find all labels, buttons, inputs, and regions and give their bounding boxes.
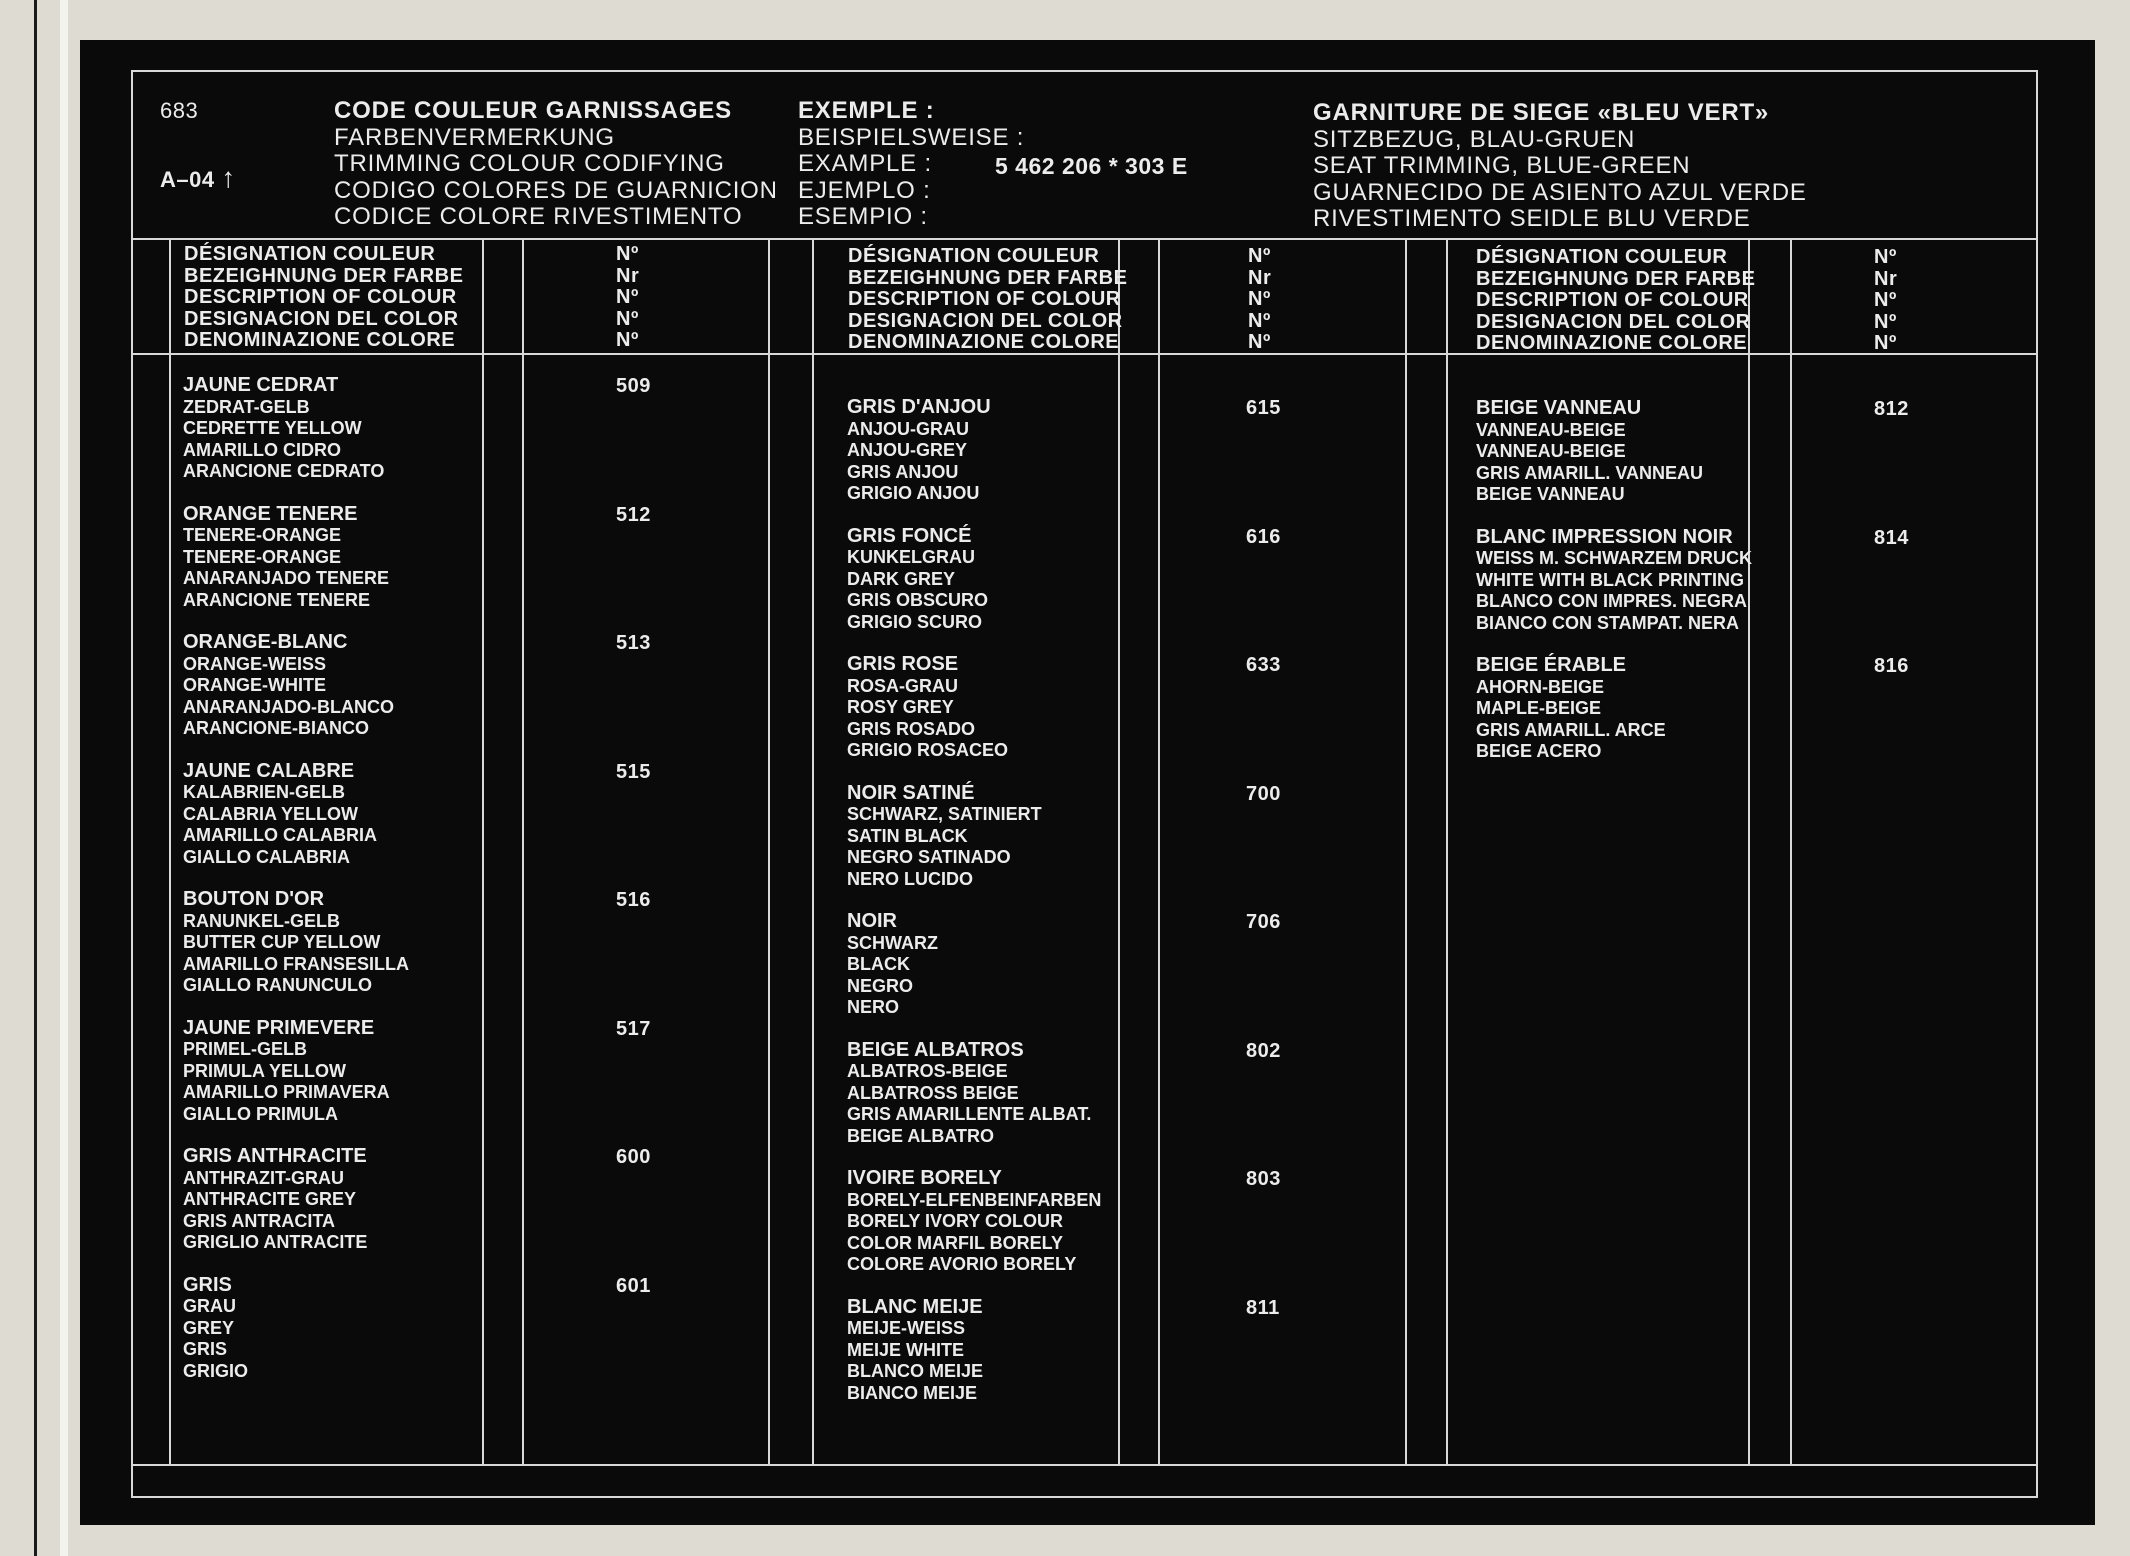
color-translation: PRIMULA YELLOW: [183, 1060, 346, 1081]
color-entry: [847, 783, 1042, 891]
edge-line: [34, 0, 37, 1556]
color-translation: GRIS AMARILLENTE ALBAT.: [847, 1104, 1092, 1124]
column-header-labels: [1476, 247, 1755, 355]
color-translation: ARANCIONE TENERE: [183, 589, 371, 610]
color-translation: NEGRO: [847, 975, 914, 996]
example-line: ESEMPIO :: [798, 203, 928, 230]
color-translation: GRIS ANJOU: [847, 461, 959, 482]
color-translation: BEIGE ACERO: [1476, 741, 1602, 761]
color-translation: ANJOU-GRAU: [847, 418, 970, 439]
column-header-no-label: Nº: [616, 329, 639, 351]
color-name: ORANGE TENERE: [183, 502, 358, 525]
title-line: CODICE COLORE RIVESTIMENTO: [334, 203, 743, 230]
title-block: [334, 98, 778, 231]
color-code: 615: [1246, 397, 1281, 419]
color-name: BEIGE VANNEAU: [1476, 397, 1642, 419]
column-header-label: BEZEIGHNUNG DER FARBE: [1476, 267, 1756, 290]
color-entry: [183, 504, 389, 612]
column-header-label: DESCRIPTION OF COLOUR: [1476, 289, 1749, 311]
color-translation: AMARILLO CALABRIA: [183, 825, 377, 845]
column-header-labels: [184, 244, 463, 352]
column-header-label: DÉSIGNATION COULEUR: [848, 245, 1100, 267]
seat-line: GARNITURE DE SIEGE «BLEU VERT»: [1313, 99, 1770, 126]
color-translation: BUTTER CUP YELLOW: [183, 932, 381, 952]
color-translation: GRAU: [183, 1296, 236, 1316]
color-name: BLANC MEIJE: [847, 1295, 983, 1318]
color-translation: NEGRO SATINADO: [847, 847, 1011, 867]
color-translation: MEIJE WHITE: [847, 1339, 965, 1360]
color-entry: [1476, 527, 1752, 635]
color-entry: [183, 375, 384, 483]
column-header-no-label: Nº: [616, 243, 639, 265]
color-translation: COLORE AVORIO BORELY: [847, 1254, 1077, 1274]
column-header-no-label: Nº: [1874, 246, 1897, 268]
column-header-no: [1248, 246, 1271, 354]
color-translation: WEISS M. SCHWARZEM DRUCK: [1476, 548, 1752, 568]
color-translation: RANUNKEL-GELB: [183, 910, 340, 931]
column-header-no-label: Nr: [1248, 266, 1272, 289]
color-translation: ANTHRAZIT-GRAU: [183, 1167, 344, 1188]
color-translation: GIALLO CALABRIA: [183, 846, 350, 867]
color-name: ORANGE-BLANC: [183, 631, 348, 653]
color-translation: GRIS OBSCURO: [847, 590, 989, 610]
color-translation: KALABRIEN-GELB: [183, 782, 345, 802]
footer-rule: [131, 1464, 2038, 1466]
color-name: GRIS ANTHRACITE: [183, 1145, 367, 1167]
column-header-label: DESCRIPTION OF COLOUR: [184, 286, 457, 308]
color-entry: [847, 1168, 1101, 1276]
color-translation: BEIGE VANNEAU: [1476, 484, 1625, 504]
col-divider: [1118, 238, 1120, 1464]
col-divider: [1158, 238, 1160, 1464]
color-entry: [183, 632, 394, 740]
edge-highlight: [60, 0, 68, 1556]
column-header-label: BEZEIGHNUNG DER FARBE: [848, 266, 1128, 289]
col-divider: [1748, 238, 1750, 1464]
color-translation: VANNEAU-BEIGE: [1476, 441, 1626, 461]
example-line: BEISPIELSWEISE :: [798, 123, 1025, 151]
column-header-no-label: Nº: [1248, 331, 1271, 353]
color-code: 706: [1246, 911, 1281, 933]
color-translation: CEDRETTE YELLOW: [183, 418, 362, 438]
seat-block: [1313, 100, 1807, 233]
column-header-no-label: Nº: [1874, 332, 1897, 354]
color-code: 513: [616, 632, 651, 654]
color-translation: SCHWARZ, SATINIERT: [847, 804, 1042, 824]
title-line: FARBENVERMERKUNG: [334, 123, 615, 151]
column-header-label: BEZEIGHNUNG DER FARBE: [184, 264, 464, 287]
color-translation: BLACK: [847, 954, 910, 974]
color-entry: [183, 1275, 248, 1383]
color-translation: ARANCIONE-BIANCO: [183, 718, 369, 738]
color-translation: ANARANJADO-BLANCO: [183, 696, 394, 717]
color-code: 812: [1874, 398, 1909, 420]
column-header-label: DESCRIPTION OF COLOUR: [848, 288, 1121, 310]
color-entry: [847, 911, 938, 1019]
color-entry: [847, 526, 988, 634]
color-translation: GIALLO RANUNCULO: [183, 975, 372, 995]
column-header-no-label: Nº: [616, 307, 639, 330]
column-header-label: DESIGNACION DEL COLOR: [184, 307, 459, 330]
color-code: 517: [616, 1017, 651, 1040]
color-translation: ALBATROS-BEIGE: [847, 1061, 1008, 1081]
col-divider: [1446, 238, 1448, 1464]
column-header-no-label: Nº: [1248, 309, 1271, 332]
col-divider: [1790, 238, 1792, 1464]
color-entry: [183, 1018, 390, 1126]
color-name: BOUTON D'OR: [183, 888, 325, 910]
color-translation: NERO LUCIDO: [847, 868, 973, 889]
color-translation: BIANCO CON STAMPAT. NERA: [1476, 612, 1739, 633]
color-translation: GIALLO PRIMULA: [183, 1103, 338, 1124]
color-name: NOIR: [847, 910, 897, 932]
color-code: 803: [1246, 1168, 1281, 1190]
column-header-no-label: Nº: [1248, 288, 1271, 310]
color-name: IVOIRE BORELY: [847, 1167, 1002, 1189]
column-header-no-label: Nº: [1874, 310, 1897, 333]
color-translation: BLANCO MEIJE: [847, 1361, 984, 1381]
column-header-label: DESIGNACION DEL COLOR: [848, 309, 1123, 332]
color-translation: ZEDRAT-GELB: [183, 396, 310, 417]
color-translation: GRIGIO ANJOU: [847, 483, 980, 503]
color-translation: BORELY-ELFENBEINFARBEN: [847, 1189, 1102, 1210]
color-translation: AMARILLO FRANSESILLA: [183, 953, 409, 974]
color-name: JAUNE CALABRE: [183, 759, 355, 782]
column-header-no-label: Nº: [1248, 245, 1271, 267]
color-name: GRIS FONCÉ: [847, 524, 972, 547]
color-translation: ANJOU-GREY: [847, 440, 968, 460]
color-name: NOIR SATINÉ: [847, 781, 975, 804]
color-translation: WHITE WITH BLACK PRINTING: [1476, 569, 1744, 590]
color-translation: AMARILLO PRIMAVERA: [183, 1082, 390, 1102]
arrow-up-icon: ↑: [221, 162, 236, 193]
color-translation: GRIGIO: [183, 1360, 249, 1381]
color-translation: BORELY IVORY COLOUR: [847, 1211, 1064, 1231]
column-header-no-label: Nr: [1874, 267, 1898, 290]
color-translation: ALBATROSS BEIGE: [847, 1082, 1019, 1103]
col-divider: [522, 238, 524, 1464]
color-name: BEIGE ALBATROS: [847, 1038, 1024, 1061]
color-code: 814: [1874, 526, 1909, 549]
col-divider: [812, 238, 814, 1464]
color-translation: PRIMEL-GELB: [183, 1039, 307, 1059]
color-name: GRIS: [183, 1273, 232, 1296]
col-divider: [1405, 238, 1407, 1464]
column-header-no: [616, 244, 639, 352]
color-translation: BLANCO CON IMPRES. NEGRA: [1476, 591, 1748, 611]
color-code: 601: [616, 1274, 651, 1297]
color-entry: [847, 654, 1008, 762]
color-code: 616: [1246, 525, 1281, 548]
color-translation: AHORN-BEIGE: [1476, 676, 1605, 697]
color-translation: ANARANJADO TENERE: [183, 568, 390, 588]
column-header-no-label: Nr: [616, 264, 640, 287]
column-header-labels: [848, 246, 1127, 354]
color-translation: TENERE-ORANGE: [183, 546, 342, 567]
color-code: 802: [1246, 1039, 1281, 1062]
example-block: [798, 98, 1024, 231]
header-rule: [131, 238, 2038, 240]
color-translation: GRIGIO ROSACEO: [847, 740, 1009, 760]
color-translation: GRIS ROSADO: [847, 718, 976, 739]
ref-code: A–04 ↑: [160, 162, 236, 193]
title-line: TRIMMING COLOUR CODIFYING: [334, 150, 725, 177]
color-entry: [183, 889, 409, 997]
color-entry: [1476, 398, 1703, 506]
color-code: 811: [1246, 1296, 1280, 1319]
column-header-label: DENOMINAZIONE COLORE: [184, 329, 456, 351]
color-translation: BEIGE ALBATRO: [847, 1125, 994, 1146]
column-header-label: DESIGNACION DEL COLOR: [1476, 310, 1751, 333]
color-translation: GREY: [183, 1317, 235, 1338]
color-code: 700: [1246, 782, 1281, 805]
color-translation: KUNKELGRAU: [847, 547, 975, 567]
color-translation: COLOR MARFIL BORELY: [847, 1232, 1064, 1253]
color-code: 600: [616, 1146, 651, 1168]
color-entry: [183, 1146, 367, 1254]
color-translation: ROSA-GRAU: [847, 675, 958, 696]
color-name: JAUNE CEDRAT: [183, 374, 339, 396]
color-name: GRIS ROSE: [847, 653, 959, 675]
color-entry: [1476, 655, 1666, 763]
color-translation: ANTHRACITE GREY: [183, 1189, 357, 1209]
color-code: 516: [616, 889, 651, 911]
color-translation: MAPLE-BEIGE: [1476, 698, 1602, 718]
color-code: 515: [616, 760, 651, 783]
column-header-no-label: Nº: [616, 286, 639, 308]
color-translation: ARANCIONE CEDRATO: [183, 461, 385, 481]
example-line: EXAMPLE :: [798, 150, 932, 177]
col-divider: [169, 238, 171, 1464]
color-translation: GRIGLIO ANTRACITE: [183, 1232, 368, 1252]
column-header-label: DENOMINAZIONE COLORE: [848, 331, 1120, 353]
color-translation: SATIN BLACK: [847, 825, 968, 846]
color-entry: [847, 1297, 983, 1405]
color-name: GRIS D'ANJOU: [847, 396, 991, 418]
color-entry: [847, 1040, 1091, 1148]
page-number: 683: [160, 98, 199, 123]
color-name: BLANC IMPRESSION NOIR: [1476, 525, 1733, 548]
color-translation: GRIGIO SCURO: [847, 611, 983, 632]
column-header-label: DÉSIGNATION COULEUR: [1476, 246, 1728, 268]
color-translation: ROSY GREY: [847, 697, 954, 717]
column-header-label: DÉSIGNATION COULEUR: [184, 243, 436, 265]
color-translation: GRIS ANTRACITA: [183, 1210, 335, 1231]
title-line: CODIGO COLORES DE GUARNICION: [334, 176, 778, 204]
color-translation: ORANGE-WHITE: [183, 675, 326, 695]
seat-line: SITZBEZUG, BLAU-GRUEN: [1313, 125, 1636, 153]
column-header-label: DENOMINAZIONE COLORE: [1476, 332, 1748, 354]
color-translation: DARK GREY: [847, 568, 956, 589]
color-translation: SCHWARZ: [847, 932, 938, 953]
color-name: BEIGE ÉRABLE: [1476, 654, 1627, 676]
seat-line: SEAT TRIMMING, BLUE-GREEN: [1313, 152, 1691, 179]
color-translation: AMARILLO CIDRO: [183, 439, 341, 460]
color-translation: GRIS AMARILL. VANNEAU: [1476, 462, 1703, 483]
color-code: 633: [1246, 654, 1281, 676]
col-divider: [482, 238, 484, 1464]
example-line: EJEMPLO :: [798, 176, 931, 204]
color-translation: GRIS: [183, 1339, 228, 1359]
color-code: 816: [1874, 655, 1909, 677]
color-translation: ORANGE-WEISS: [183, 653, 327, 674]
example-line: EXEMPLE :: [798, 97, 935, 124]
column-header-no: [1874, 247, 1897, 355]
color-translation: TENERE-ORANGE: [183, 525, 342, 545]
column-header-no-label: Nº: [1874, 289, 1897, 311]
color-translation: BIANCO MEIJE: [847, 1382, 978, 1403]
title-line: CODE COULEUR GARNISSAGES: [334, 97, 732, 124]
color-name: JAUNE PRIMEVERE: [183, 1016, 375, 1039]
color-code: 509: [616, 375, 651, 397]
col-divider: [768, 238, 770, 1464]
color-code: 512: [616, 503, 651, 526]
color-translation: CALABRIA YELLOW: [183, 803, 358, 824]
color-translation: GRIS AMARILL. ARCE: [1476, 719, 1666, 740]
color-entry: [847, 397, 991, 505]
seat-line: RIVESTIMENTO SEIDLE BLU VERDE: [1313, 205, 1751, 232]
seat-line: GUARNECIDO DE ASIENTO AZUL VERDE: [1313, 178, 1807, 206]
example-code: 5 462 206 * 303 E: [995, 153, 1188, 179]
color-translation: VANNEAU-BEIGE: [1476, 419, 1626, 440]
color-entry: [183, 761, 377, 869]
color-translation: NERO: [847, 997, 900, 1017]
color-translation: MEIJE-WEISS: [847, 1318, 966, 1338]
